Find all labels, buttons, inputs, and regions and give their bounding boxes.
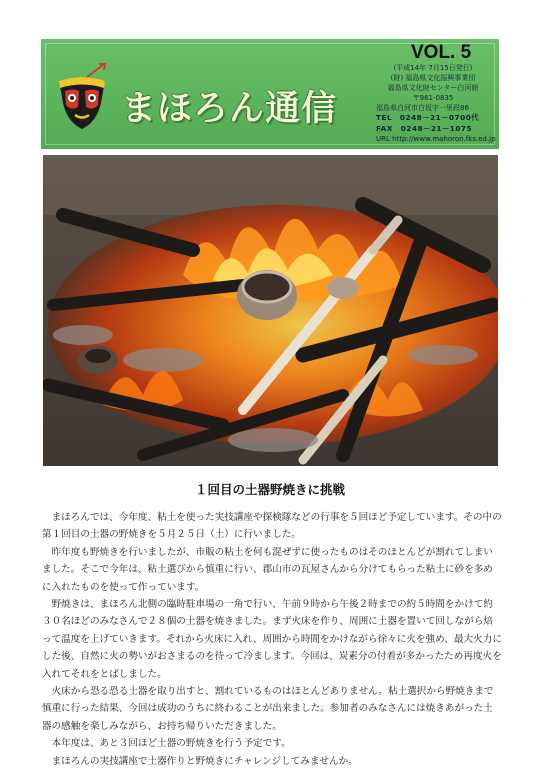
newsletter-title: まほろん通信 xyxy=(121,89,338,129)
tel-number: TEL 0248－21－0700代 xyxy=(376,113,480,123)
publisher-info-block xyxy=(376,63,498,144)
website-url[interactable]: URL http://www.mahoron.fks.ed.jp xyxy=(376,134,496,143)
issue-date: (平成14年 7月15日発行) xyxy=(393,64,473,72)
publisher-center: 福島県文化財センター白河館 xyxy=(387,84,479,93)
bonfire-photo xyxy=(43,155,498,466)
mahoron-logo-icon xyxy=(51,63,113,133)
article-paragraph: 野焼きは、まほろん北側の臨時駐車場の一角で行い、午前９時から午後２時までの約５時間をかけて約３０名ほどのみなさんで２８個の土器を焼きました。まず火床を作り、周囲に土器を置いて回しながら焙って温度を上げていきます。それから火床に入れ、周囲から時間をかけながら徐々に火を強め、最大火力にした後、自然に火の勢いがおさまるのを待って冷まします。今回は、炭素分の付着が多かったため再度火を入れてそれをとばしました。 xyxy=(42,599,502,680)
address: 福島県白河市白坂字一里段86 xyxy=(376,104,469,113)
volume-number: VOL. 5 xyxy=(411,42,472,63)
article-body xyxy=(42,509,502,770)
article-paragraph: まほろんでは、今年度、粘土を使った実技講座や探検隊などの行事を５回ほど予定しています。その中の第１回目の土器の野焼きを５月２５日（土）に行いました。 xyxy=(42,512,502,541)
fax-number: FAX 0248－21－1075 xyxy=(376,123,473,133)
postal-code: 〒961-0835 xyxy=(412,94,454,103)
article-paragraph: 昨年度も野焼きを行いましたが、市販の粘土を何も混ぜずに使ったものはそのほとんどが割れてしまいました。そこで今年は、粘土選びから慎重に行い、郡山市の瓦屋さんから分けてもらった粘土に砂を多めに入れたものを使って作っています。 xyxy=(42,546,493,593)
article-paragraph: まほろんの実技講座で土器作りと野焼きにチャレンジしてみませんか。 xyxy=(51,755,358,767)
masthead-banner xyxy=(41,39,499,149)
bonfire-photo-illustration xyxy=(43,155,498,466)
article-paragraph: 火床から恐る恐る土器を取り出すと、割れているものはほとんどありません。粘土選択から野焼きまで慎重に行った結果、今回は成功のうちに終わることが出来ました。参加者のみなさんには焼きあがった土器の感触を楽しみながら、お持ち帰りいただきました。 xyxy=(42,686,494,732)
article-paragraph: 本年度は、あと３回ほど土器の野焼きを行う予定です。 xyxy=(51,738,291,750)
article-headline: １回目の土器野焼きに挑戦 xyxy=(194,482,345,497)
publisher-org: (財) 福島県文化振興事業団 xyxy=(390,74,476,83)
